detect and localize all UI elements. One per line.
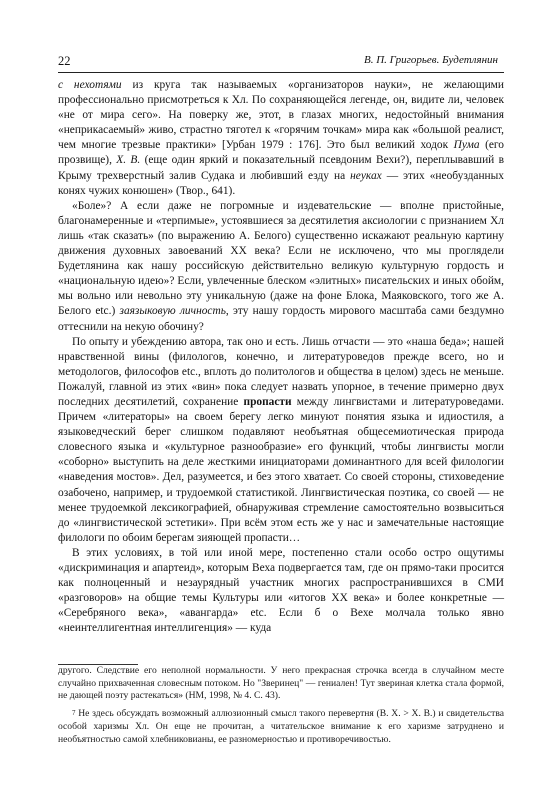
text-run: , эту нашу гордость мирового масштаба сами бездумно оттеснили на некую обочину? [58, 305, 505, 333]
text-run: (еще один яркий и показательный псевдоним Вехи?), переплывавший в Крыму трехверстный залив Судака и любивший езду на [58, 154, 504, 182]
page-header [58, 54, 504, 72]
text-run: между лингвистами и литературоведами. Причем «литераторы» на своем берегу легко минуют понятия языка и идиостиля, а языковедческий берег слишком подавляют необъятная общесемиотическая природа словесного языка и «культурное разнообразие» его функций, чтобы лингвисты могли «соборно» выступить на деле жесткими инициаторами доминантного для всей филологии «наведения мостов». Дел, разумеется, и без этого хватает. Со своей стороны, стиховедение озабочено, например, и трудоемкой статистикой. Лингвистическая поэтика, со своей — не менее трудоемкой лексикографией, обнаруживая стремление самостоятельно возвыситься до «лингвистической эстетики». При всём этом есть же у нас и замечательные настоящие филологи по обоим берегам зияющей пропасти… [58, 395, 504, 544]
footnote-mark: 7 [72, 709, 76, 718]
paragraph-3 [58, 335, 504, 546]
emphasis: неуках [350, 169, 382, 182]
text-run: По опыту и убеждению автора, так оно и есть. Лишь отчасти — это «наша беда»; нашей нравственной вины (филологов, конечно, и литературоведов прежде всего, но и методологов, философов etc., вплоть до политологов и общества в целом) здесь не меньше. Пожалуй, главной из этих «вин» пока следует назвать упорное, в течение примерно двух последних десятилетий, сохранение [58, 335, 504, 408]
text-run: В этих условиях, в той или иной мере, постепенно стали особо остро ощутимы «дискриминация и апартеид», которым Веха подвергается там, где он прямо-таки просится как полноценный и незаурядный участник многих распространившихся в СМИ «разговоров» на общие темы Культуры или «итогов XX века» и более конкретные — «Серебряного века», «авангарда» etc. Если б о Вехе молчала только явно «неинтеллигентная интеллигенция» — куда [58, 546, 504, 635]
paragraph-4 [58, 546, 504, 637]
emphasis: Х. В. [116, 154, 141, 167]
paragraph-1 [58, 78, 504, 199]
text-run: «Боле»? А если даже не погромные и издевательские — вполне пристойные, благонамеренные и «терпимые», устоявшиеся за десятилетия аксиологии с признанием Хл лишь «так сказать» (по выражению А. Белого) существенно искажают реальную картину движения духовных завоеваний XX века? Если не исключено, что мы проглядели Будетлянина как нашу российскую действительно великую культурную гордость и «национальную идею»? Если, увлеченные блеском «элитных» писательских и иных обойм, мы вольно или невольно эту уникальную (даже на фоне Блока, Маяковского, того же А. Белого etc.) [58, 199, 504, 318]
text-run: (его прозвище), [58, 139, 505, 167]
footnote-continuation: другого. Следствие его неполной нормальности. У него прекрасная строчка всегда в случайном месте случайно прихваченная словесным потоком. Но "Зверинец" — гениален! Тут звериная клетка стала формой, не дающей поэту растекаться» (НМ, 1998, № 4. С. 43). [58, 665, 504, 702]
main-text [58, 78, 504, 636]
footnote-text: Не здесь обсуждать возможный аллюзионный смысл такого перевертня (В. Х. > Х. В.) и свидетельства особой харизмы Хл. Он еще не прочитан, а читательское внимание к его харизме затруднено и необъятностью самой хлебниковианы, ее разномерностью и противоречивостью. [58, 708, 504, 745]
footnote-7 [58, 708, 504, 746]
emphasis: с нехотями [58, 79, 122, 91]
bold-term: пропасти [243, 395, 292, 408]
footnotes [58, 665, 504, 746]
header-rule [58, 72, 504, 73]
running-head: В. П. Григорьев. Будетлянин [364, 54, 498, 66]
text-run: — этих «необузданных конях чужих конюшен» (Твор., 641). [58, 169, 504, 197]
text-run: из круга так называемых «организаторов науки», не желающими профессионально присмотреться к Хл. По сохраняющейся легенде, он, видите ли, человек «не от мира сего». На поверку же, этот, в глазах многих, недостойный внимания «неприкасаемый» живо, страстно тяготел к «горячим точкам» мира как «большой реалист, чем многие трезвые практики» [Урбан 1979 : 176]. Это был великий ходок [58, 79, 504, 152]
emphasis: заязыковую личность [119, 305, 226, 318]
paragraph-2 [58, 199, 504, 335]
page-number: 22 [58, 54, 71, 68]
emphasis: Пума [453, 139, 480, 152]
